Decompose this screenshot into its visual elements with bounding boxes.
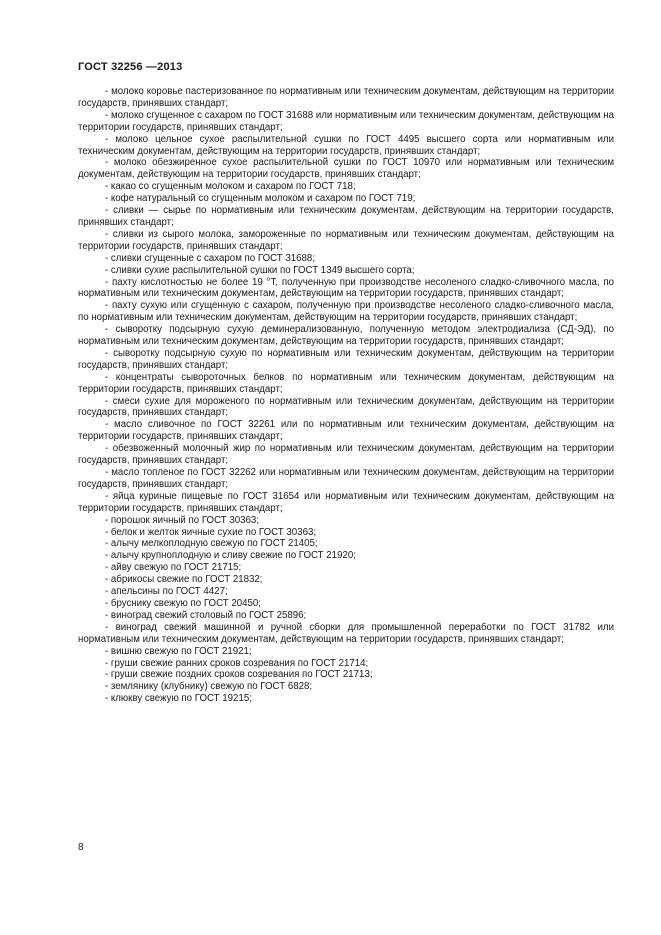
list-item: - масло сливочное по ГОСТ 32261 или по нормативным или техническим документам, действующим на территории государств, принявших стандарт; [78, 419, 614, 443]
list-item: - вишню свежую по ГОСТ 21921; [105, 645, 252, 657]
list-item: - яйца куриные пищевые по ГОСТ 31654 или нормативным или техническим документам, действующим на территории государств, принявших стандарт; [78, 490, 614, 514]
list-item: - сливки сухие распылительной сушки по ГОСТ 1349 высшего сорта; [105, 264, 415, 276]
list-item: - какао со сгущенным молоком и сахаром по ГОСТ 718; [105, 181, 356, 193]
page-number: 8 [78, 842, 84, 853]
list-item: - обезвоженный молочный жир по нормативным или техническим документам, действующим на территории государств, принявших стандарт; [78, 443, 614, 467]
list-item: - бруснику свежую по ГОСТ 20450; [105, 597, 261, 609]
list-item: - сыворотку подсырную сухую деминерализованную, полученную методом электродиализа (СД-ЭД), по нормативным или техническим документам, действующим на территории государств, принявших стандарт; [78, 324, 614, 348]
list-item: - порошок яичный по ГОСТ 30363; [105, 514, 260, 526]
list-item: - пахту кислотностью не более 19 °Т, полученную при производстве несоленого сладко-сливочного масла, по нормативным или техническим документам, действующим на территории государств, принявших стандарт; [78, 276, 614, 300]
list-item: - землянику (клубнику) свежую по ГОСТ 6828; [105, 681, 313, 693]
list-item: - молоко обезжиренное сухое распылительной сушки по ГОСТ 10970 или нормативным или техническим документам, действующим на территории государств, принявших стандарт; [78, 157, 614, 181]
list-item: - сливки — сырье по нормативным или техническим документам, действующим на территории государств, принявших стандарт; [78, 205, 614, 228]
list-item: - алычу мелкоплодную свежую по ГОСТ 21405; [105, 538, 318, 550]
list-item: - апельсины по ГОСТ 4427; [105, 586, 228, 598]
list-item: - молоко коровье пастеризованное по нормативным или техническим документам, действующим на территории государств, принявших стандарт; [78, 86, 614, 109]
list-item: - груши свежие поздних сроков созревания по ГОСТ 21713; [105, 669, 373, 681]
list-item: - молоко цельное сухое распылительной сушки по ГОСТ 4495 высшего сорта или нормативным или техническим документам, действующим на территории государств, принявших стандарт; [78, 133, 614, 157]
list-item: - виноград свежий столовый по ГОСТ 25896; [105, 609, 307, 621]
list-item: - груши свежие ранних сроков созревания по ГОСТ 21714; [105, 657, 369, 669]
list-item: - смеси сухие для мороженого по нормативным или техническим документам, действующим на территории государств, принявших стандарт; [78, 395, 614, 419]
list-item: - масло топленое по ГОСТ 32262 или нормативным или техническим документам, действующим на территории государств, принявших стандарт; [78, 467, 614, 490]
list-item: - айву свежую по ГОСТ 21715; [105, 562, 242, 574]
list-item: - белок и желток яичные сухие по ГОСТ 30363; [105, 526, 317, 538]
list-item: - сыворотку подсырную сухую по нормативным или техническим документам, действующим на территории государств, принявших стандарт; [78, 347, 614, 371]
list-item: - сливки из сырого молока, замороженные по нормативным или техническим документам, действующим на территории государств, принявших стандарт; [78, 228, 614, 252]
list-item: - алычу крупноплодную и сливу свежие по ГОСТ 21920; [105, 550, 356, 562]
list-item: - клюкву свежую по ГОСТ 19215; [105, 693, 252, 705]
list-item: - концентраты сывороточных белков по нормативным или техническим документам, действующим на территории государств, принявших стандарт; [78, 371, 614, 395]
page-header-standard-number: ГОСТ 32256 —2013 [78, 61, 183, 73]
list-item: - молоко сгущенное с сахаром по ГОСТ 31688 или нормативным или техническим документам, действующим на территории государств, принявших стандарт; [78, 109, 614, 133]
list-item: - пахту сухую или сгущенную с сахаром, полученную при производстве несоленого сладко-сливочного масла, по нормативным или техническим документам, действующим на территории государств, принявших стандарт; [78, 300, 614, 324]
list-item: - виноград свежий машинной и ручной сборки для промышленной переработки по ГОСТ 31782 или нормативным или техническим документам, действующим на территории государств, принявших стандарт; [78, 621, 614, 645]
document-body [78, 86, 614, 705]
list-item: - кофе натуральный со сгущенным молоком и сахаром по ГОСТ 719; [105, 193, 416, 205]
list-item: - абрикосы свежие по ГОСТ 21832; [105, 574, 263, 586]
list-item: - сливки сгущенные с сахаром по ГОСТ 31688; [105, 252, 316, 264]
